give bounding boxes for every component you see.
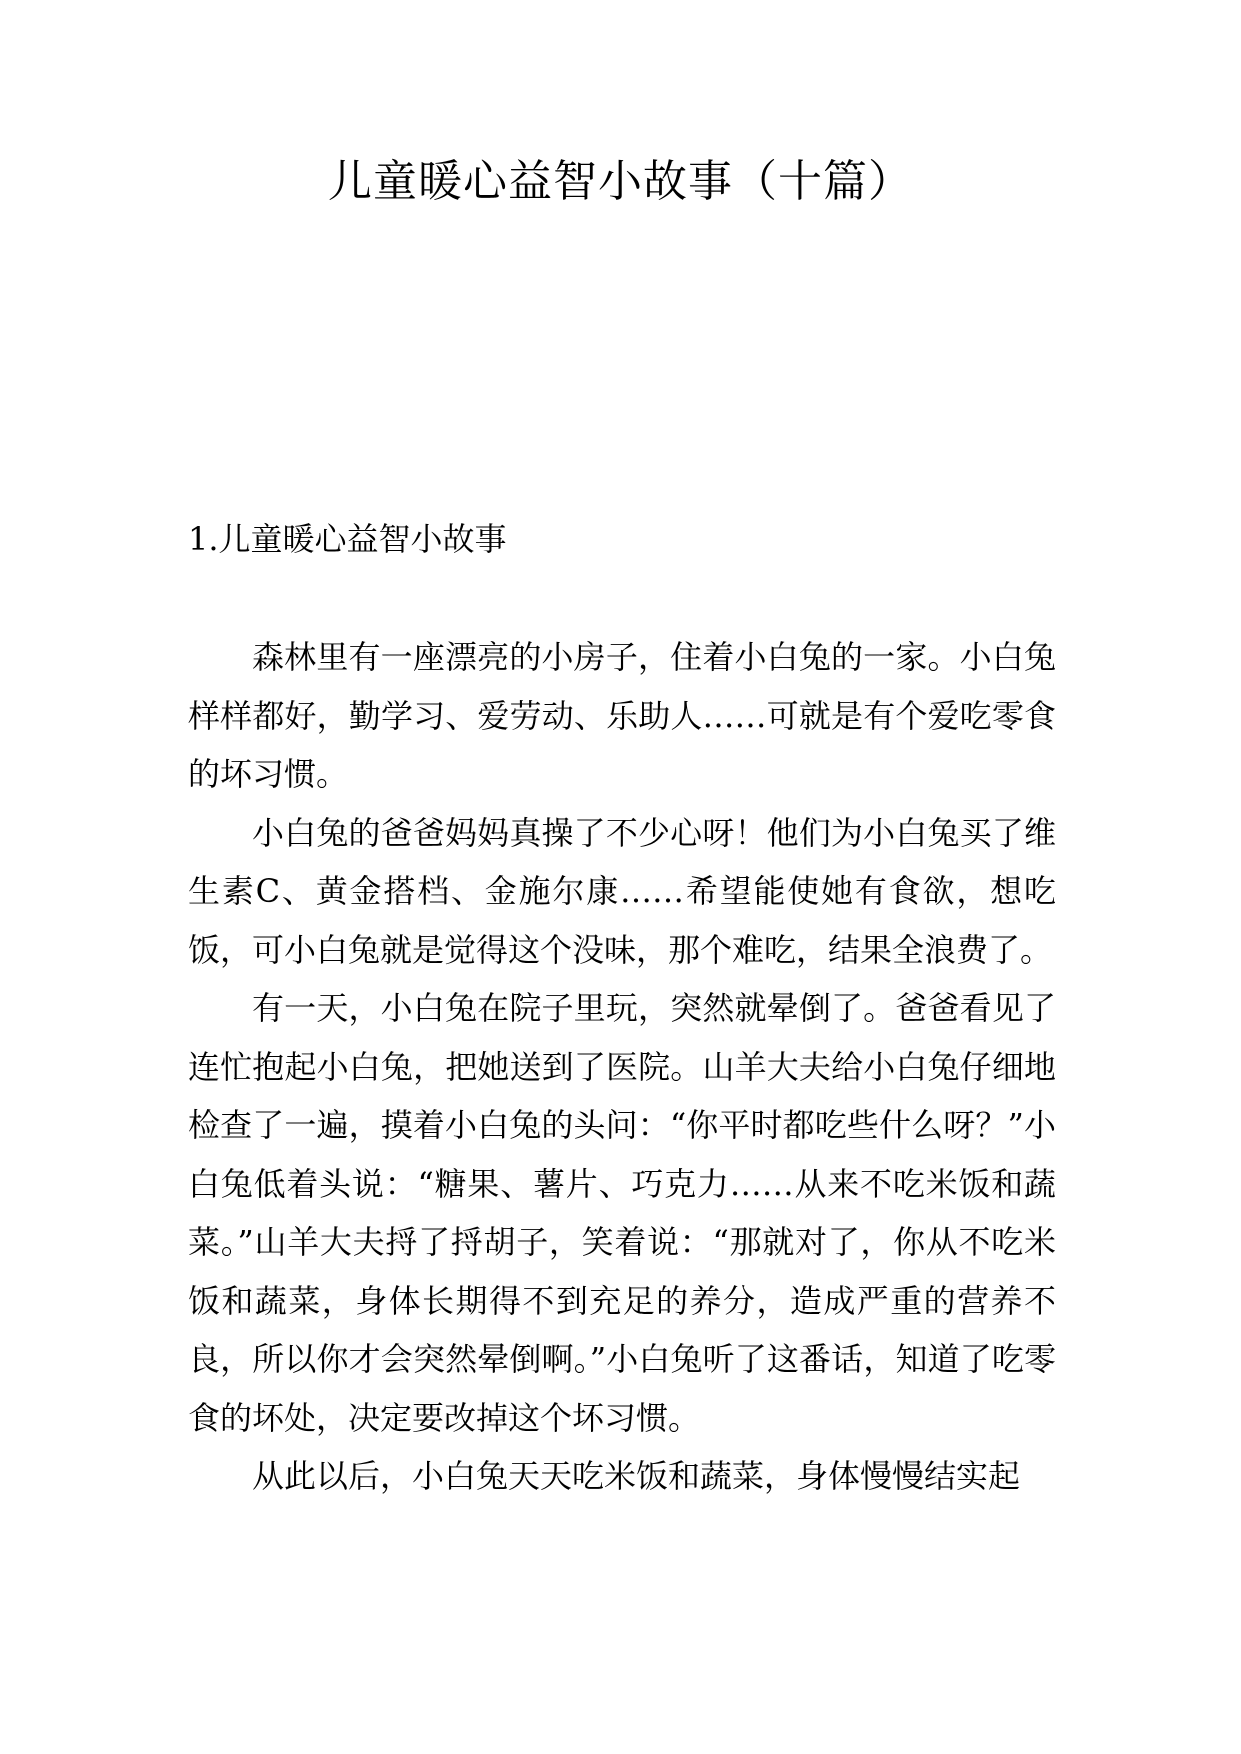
document-title: 儿童暖心益智小故事（十篇）: [328, 156, 913, 207]
paragraph-3: 有一天，小白兔在院子里玩，突然就晕倒了。爸爸看见了连忙抱起小白兔，把她送到了医院。山羊大夫给小白兔仔细地检查了一遍，摸着小白兔的头问：“你平时都吃些什么呀？”小白兔低着头说：“糖果、薯片、巧克力……从来不吃米饭和蔬菜。”山羊大夫捋了捋胡子，笑着说：“那就对了，你从不吃米饭和蔬菜，身体长期得不到充足的养分，造成严重的营养不良，所以你才会突然晕倒啊。”小白兔听了这番话，知道了吃零食的坏处，决定要改掉这个坏习惯。: [188, 989, 1056, 1437]
section-heading: 1.儿童暖心益智小故事: [188, 520, 507, 558]
paragraph-4: 从此以后，小白兔天天吃米饭和蔬菜，身体慢慢结实起: [252, 1457, 1021, 1495]
paragraph-2: 小白兔的爸爸妈妈真操了不少心呀！他们为小白兔买了维生素C、黄金搭档、金施尔康……希望能使她有食欲，想吃饭，可小白兔就是觉得这个没味，那个难吃，结果全浪费了。: [188, 813, 1056, 969]
story-body: [188, 628, 1056, 1506]
paragraph-1: 森林里有一座漂亮的小房子，住着小白兔的一家。小白兔样样都好，勤学习、爱劳动、乐助人……可就是有个爱吃零食的坏习惯。: [188, 638, 1056, 793]
